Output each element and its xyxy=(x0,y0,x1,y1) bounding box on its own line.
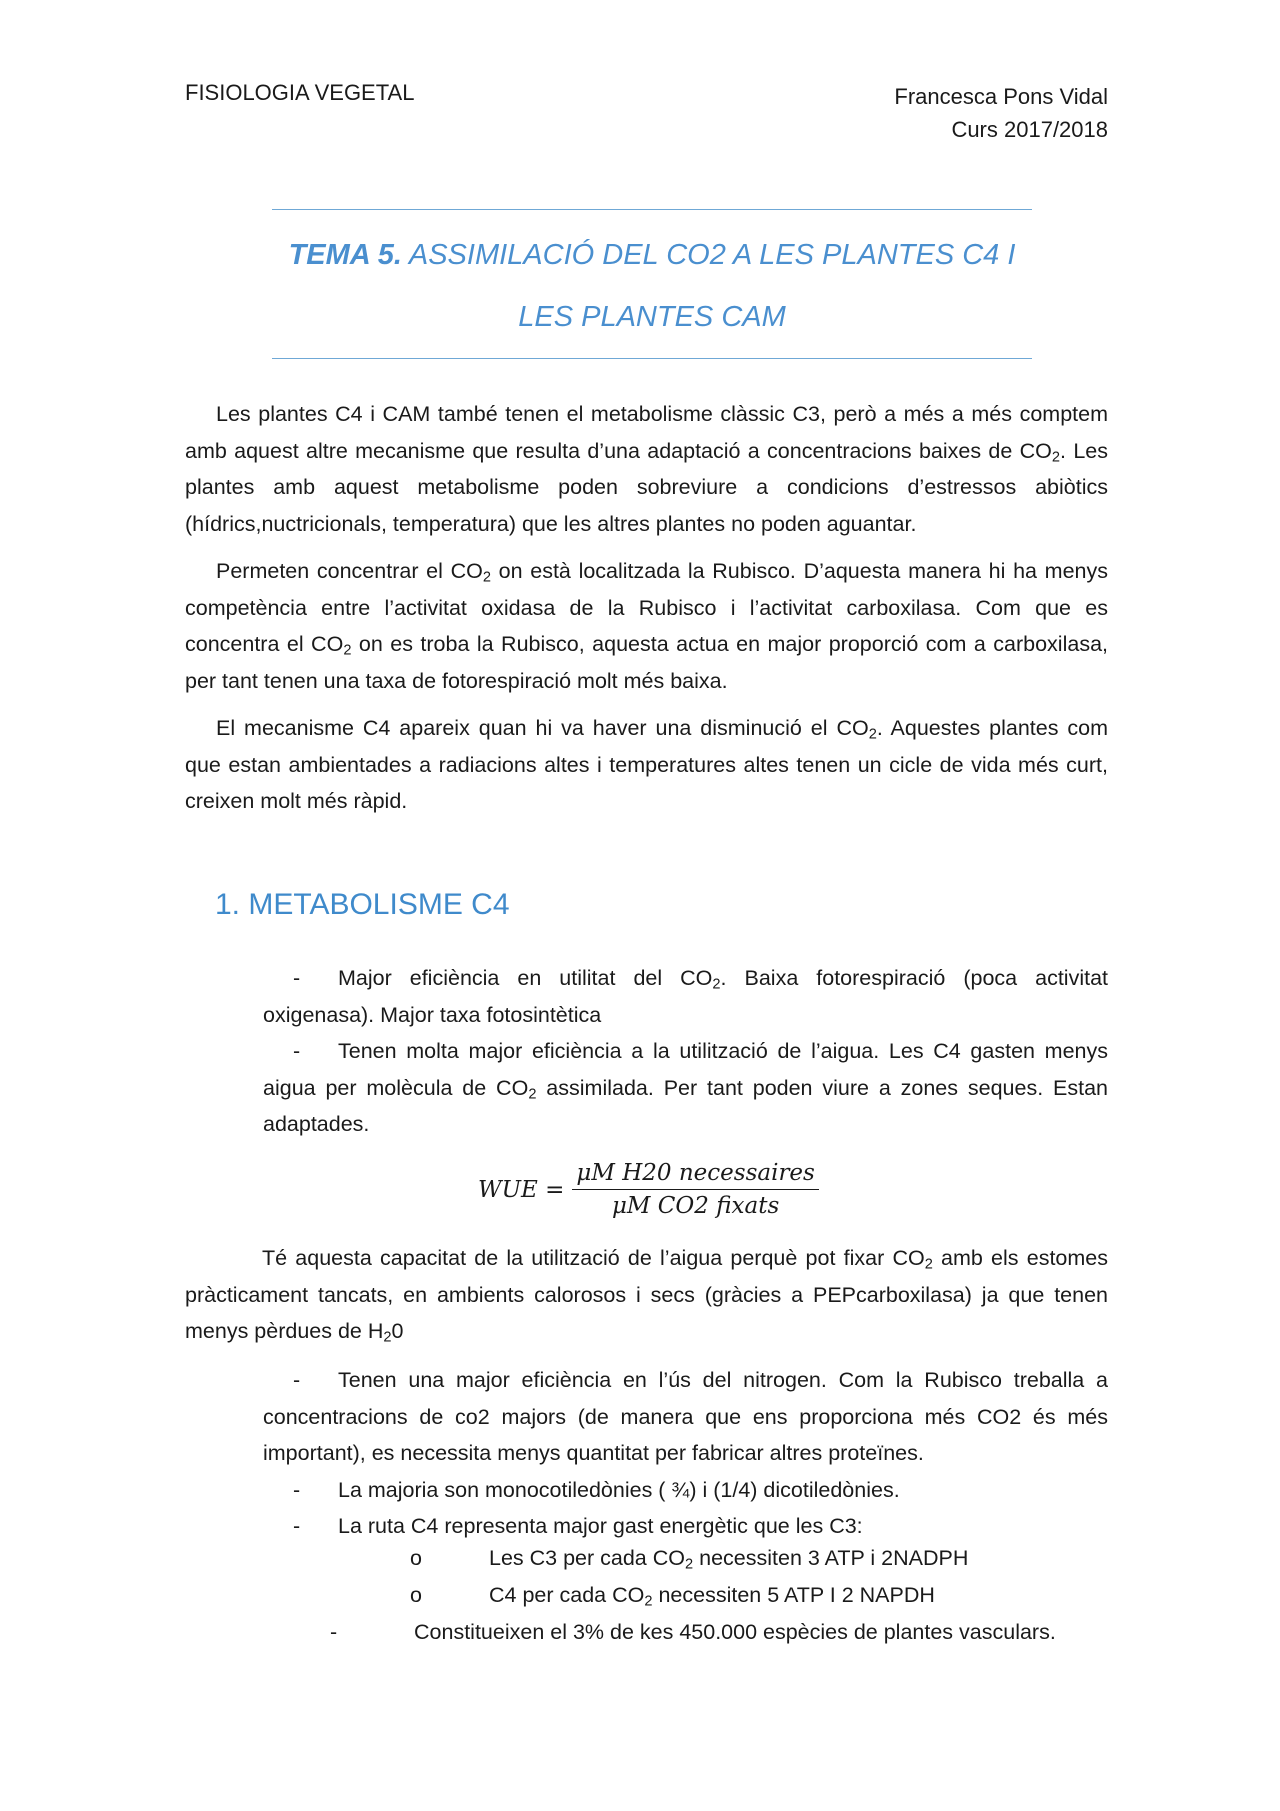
title-line-1-text: ASSIMILACIÓ DEL CO2 A LES PLANTES C4 I xyxy=(401,239,1016,271)
formula-fraction xyxy=(572,1160,818,1219)
text-run: El mecanisme C4 apareix quan hi va haver una disminució el CO xyxy=(216,716,869,740)
text-run: Té aquesta capacitat de la utilització de l’aigua perquè pot fixar CO xyxy=(262,1246,925,1270)
subscript: 2 xyxy=(528,1086,537,1103)
text-run: on està localitzada la Rubisco. D’aquesta manera hi ha menys competència entre l’activitat oxidasa de la Rubisco i l’activitat carboxilasa. Com que es concentra el CO xyxy=(185,559,1108,656)
text-run: amb els estomes pràcticament tancats, en ambients calorosos i secs (gràcies a PEPcarboxilasa) ja que tenen menys pèrdues de H xyxy=(185,1246,1108,1343)
list-item xyxy=(263,1033,1108,1143)
text-run: C4 per cada CO xyxy=(489,1583,645,1607)
subscript: 2 xyxy=(712,976,721,993)
intro-paragraph-1 xyxy=(185,396,1108,542)
formula-numerator: μM H20 necessaires xyxy=(572,1160,818,1190)
wue-explanation xyxy=(185,1240,1108,1361)
intro-paragraph-3 xyxy=(185,710,1108,820)
text-run: Tenen molta major eficiència a la utilització de l’aigua. Les C4 gasten menys aigua per molècula de CO xyxy=(263,1039,1108,1100)
text-run: on es troba la Rubisco, aquesta actua en major proporció com a carboxilasa, per tant tenen una taxa de fotorespiració molt més baixa. xyxy=(185,632,1109,693)
subscript: 2 xyxy=(868,726,877,743)
subscript: 2 xyxy=(343,642,352,659)
title-rule-top xyxy=(272,209,1032,210)
bullet-dash: - xyxy=(293,966,301,990)
header-course: Curs 2017/2018 xyxy=(951,117,1108,142)
list-item xyxy=(263,1508,1108,1545)
text-run: 0 xyxy=(391,1319,404,1343)
wue-formula xyxy=(478,1160,819,1219)
formula-denominator: μM CO2 fixats xyxy=(611,1193,780,1219)
list-item xyxy=(263,960,1108,1033)
section-list-2 xyxy=(263,1362,1108,1545)
document-title xyxy=(272,224,1032,348)
text-run: necessiten 5 ATP I 2 NAPDH xyxy=(652,1583,935,1607)
text-run: Les C3 per cada CO xyxy=(489,1546,685,1570)
sublist-item xyxy=(489,1546,968,1571)
text-run: La ruta C4 representa major gast energètic que les C3: xyxy=(338,1514,863,1538)
body-paragraph xyxy=(185,1240,1108,1350)
section-heading: 1. METABOLISME C4 xyxy=(215,888,510,921)
text-run: necessiten 3 ATP i 2NADPH xyxy=(693,1546,969,1570)
text-run: Permeten concentrar el CO xyxy=(216,559,483,583)
text-run: Les plantes C4 i CAM també tenen el metabolisme clàssic C3, però a més a més comptem amb aquest altre mecanisme que resulta d’una adaptació a concentracions baixes de CO xyxy=(185,402,1108,463)
text-run: . Aquestes plantes com que estan ambientades a radiacions altes i temperatures altes tenen un cicle de vida més curt, creixen molt més ràpid. xyxy=(185,716,1108,813)
bullet-dash: - xyxy=(293,1477,301,1502)
title-prefix: TEMA 5. xyxy=(288,239,402,271)
section-list-1 xyxy=(263,960,1108,1143)
subscript: 2 xyxy=(383,1329,392,1346)
bullet-dash: - xyxy=(293,1368,301,1392)
circle-bullet: o xyxy=(410,1546,422,1570)
subscript: 2 xyxy=(482,569,491,586)
list-item: Constitueixen el 3% de kes 450.000 espècies de plantes vasculars. xyxy=(414,1620,1056,1644)
header-subject: FISIOLOGIA VEGETAL xyxy=(185,80,415,105)
subscript: 2 xyxy=(644,1593,653,1610)
header-author-course xyxy=(894,80,1108,146)
text-run: Tenen una major eficiència en l’ús del nitrogen. Com la Rubisco treballa a concentracions de co2 majors (de manera que ens proporciona més CO2 és més important), es necessita menys quantitat per fabricar altres proteïnes. xyxy=(263,1368,1108,1465)
list-item xyxy=(263,1472,1108,1509)
bullet-dash: - xyxy=(293,1514,301,1538)
title-line-2: LES PLANTES CAM xyxy=(518,301,786,333)
intro-text xyxy=(185,396,1108,831)
subscript: 2 xyxy=(924,1256,933,1273)
circle-bullet: o xyxy=(410,1583,422,1607)
bullet-dash: - xyxy=(330,1620,338,1644)
header-author: Francesca Pons Vidal xyxy=(894,84,1108,109)
list-item xyxy=(263,1362,1108,1472)
title-rule-bottom xyxy=(272,358,1032,359)
text-run: La majoria son monocotiledònies ( ¾) i (1/4) dicotiledònies. xyxy=(338,1477,900,1502)
sublist-item xyxy=(489,1583,935,1608)
bullet-dash: - xyxy=(293,1039,301,1063)
subscript: 2 xyxy=(1051,449,1061,466)
text-run: Major eficiència en utilitat del CO xyxy=(338,966,713,990)
title-line-1 xyxy=(272,224,1032,286)
formula-lhs: WUE = xyxy=(478,1176,565,1203)
text-run: . Baixa fotorespiració (poca activitat oxigenasa). Major taxa fotosintètica xyxy=(263,966,1108,1027)
text-run: . Les plantes amb aquest metabolisme poden sobreviure a condicions d’estressos abiòtics (hídrics,nuctricionals, temperatura) que les altres plantes no poden aguantar. xyxy=(185,438,1108,536)
subscript: 2 xyxy=(685,1556,694,1573)
intro-paragraph-2 xyxy=(185,553,1108,699)
text-run: assimilada. Per tant poden viure a zones seques. Estan adaptades. xyxy=(263,1075,1109,1136)
